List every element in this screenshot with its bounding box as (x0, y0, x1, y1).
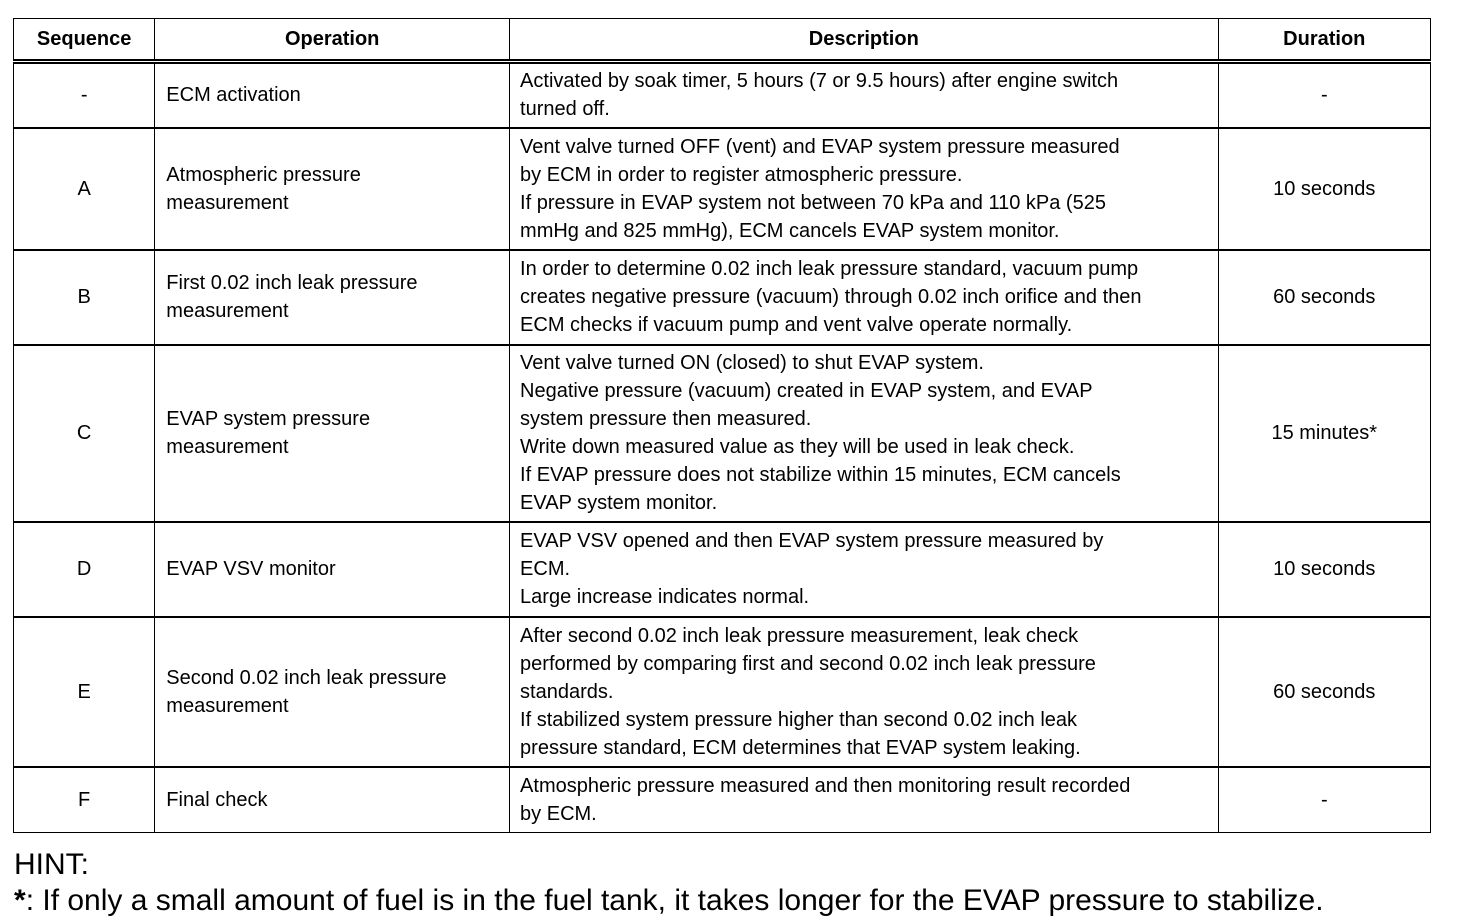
evap-monitor-sequence-table (13, 18, 1431, 833)
operation-line: Second 0.02 inch leak pressure (166, 666, 447, 689)
description-line: Vent valve turned ON (closed) to shut EVAP system. (520, 352, 984, 374)
cell-operation (155, 767, 510, 833)
footnote-marker: * (14, 884, 26, 917)
description-line: system pressure then measured. (520, 408, 812, 430)
header-duration: Duration (1218, 19, 1430, 62)
description-line: Vent valve turned OFF (vent) and EVAP system pressure measured (520, 135, 1120, 158)
cell-duration: - (1218, 767, 1430, 833)
description-line: After second 0.02 inch leak pressure measurement, leak check (520, 624, 1079, 647)
cell-operation (155, 62, 510, 128)
operation-line: measurement (166, 191, 289, 214)
table-row (14, 345, 1431, 522)
description-line: ECM checks if vacuum pump and vent valve operate normally. (520, 314, 1073, 336)
description-line: Activated by soak timer, 5 hours (7 or 9.5 hours) after engine switch (520, 70, 1119, 93)
table-header (14, 19, 1431, 62)
cell-operation (155, 345, 510, 522)
operation-line: Final check (166, 788, 268, 811)
operation-line: First 0.02 inch leak pressure (166, 272, 418, 294)
description-line: pressure standard, ECM determines that EVAP system leaking. (520, 736, 1081, 759)
operation-line: EVAP VSV monitor (166, 558, 336, 580)
cell-operation (155, 617, 510, 767)
cell-duration: 60 seconds (1218, 250, 1430, 345)
operation-line: measurement (166, 300, 289, 322)
cell-duration: 10 seconds (1218, 128, 1430, 250)
description-line: EVAP VSV opened and then EVAP system pressure measured by (520, 530, 1104, 552)
table-row (14, 617, 1431, 767)
hint-note (14, 882, 1324, 920)
cell-description (510, 345, 1219, 522)
description-line: In order to determine 0.02 inch leak pressure standard, vacuum pump (520, 258, 1139, 280)
cell-duration: 10 seconds (1218, 522, 1430, 617)
description-line: performed by comparing first and second 0.02 inch leak pressure (520, 652, 1096, 675)
cell-sequence: E (14, 617, 155, 767)
header-operation: Operation (155, 19, 510, 62)
cell-operation (155, 522, 510, 617)
table-row (14, 767, 1431, 833)
description-line: Write down measured value as they will be used in leak check. (520, 436, 1075, 458)
cell-description (510, 128, 1219, 250)
header-description: Description (510, 19, 1219, 62)
cell-duration: - (1218, 62, 1430, 128)
cell-description (510, 250, 1219, 345)
description-line: turned off. (520, 98, 610, 121)
description-line: Negative pressure (vacuum) created in EVAP system, and EVAP (520, 380, 1093, 402)
operation-line: Atmospheric pressure (166, 163, 361, 186)
table-row (14, 128, 1431, 250)
operation-line: ECM activation (166, 84, 301, 107)
cell-sequence: D (14, 522, 155, 617)
description-line: standards. (520, 680, 614, 703)
table-body (14, 62, 1431, 833)
cell-sequence: A (14, 128, 155, 250)
table-row (14, 522, 1431, 617)
cell-sequence: F (14, 767, 155, 833)
description-line: creates negative pressure (vacuum) through 0.02 inch orifice and then (520, 286, 1142, 308)
description-line: Large increase indicates normal. (520, 586, 810, 608)
cell-operation (155, 128, 510, 250)
cell-duration: 15 minutes* (1218, 345, 1430, 522)
description-line: If stabilized system pressure higher than second 0.02 inch leak (520, 708, 1078, 731)
cell-description (510, 767, 1219, 833)
cell-description (510, 617, 1219, 767)
cell-sequence: B (14, 250, 155, 345)
cell-sequence: C (14, 345, 155, 522)
description-line: mmHg and 825 mmHg), ECM cancels EVAP system monitor. (520, 219, 1060, 242)
hint-title: HINT: (14, 848, 89, 881)
description-line: If EVAP pressure does not stabilize within 15 minutes, ECM cancels (520, 464, 1121, 486)
description-line: by ECM. (520, 802, 597, 825)
cell-sequence: - (14, 62, 155, 128)
operation-line: EVAP system pressure (166, 408, 371, 430)
operation-line: measurement (166, 694, 289, 717)
hint-text: : If only a small amount of fuel is in the fuel tank, it takes longer for the EVAP pressure to stabilize. (25, 884, 1324, 917)
header-row (14, 19, 1431, 62)
cell-description (510, 62, 1219, 128)
table-row (14, 62, 1431, 128)
cell-operation (155, 250, 510, 345)
description-line: ECM. (520, 558, 571, 580)
description-line: EVAP system monitor. (520, 492, 718, 514)
table-row (14, 250, 1431, 345)
operation-line: measurement (166, 436, 289, 458)
description-line: by ECM in order to register atmospheric pressure. (520, 163, 963, 186)
cell-duration: 60 seconds (1218, 617, 1430, 767)
header-sequence: Sequence (14, 19, 155, 62)
description-line: Atmospheric pressure measured and then monitoring result recorded (520, 774, 1131, 797)
description-line: If pressure in EVAP system not between 70 kPa and 110 kPa (525 (520, 191, 1106, 214)
cell-description (510, 522, 1219, 617)
